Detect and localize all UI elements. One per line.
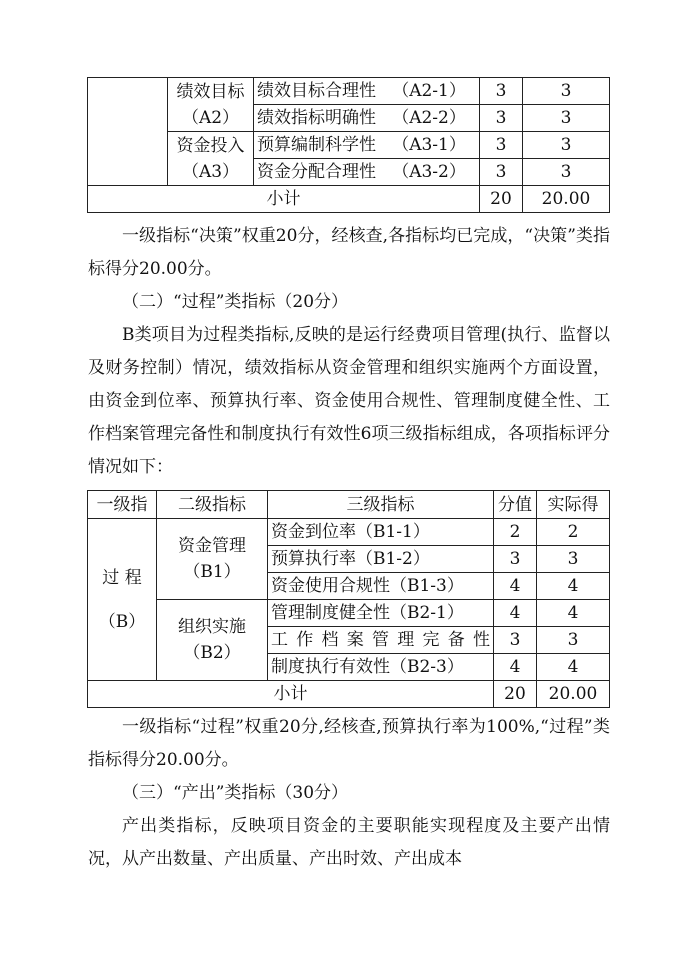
actual-score-cell: 3: [523, 132, 610, 159]
level2-name: 资金管理: [178, 536, 246, 556]
decision-summary-paragraph: 一级指标“决策”权重20分，经核查,各指标均已完成，“决策”类指标得分20.00分。: [88, 226, 610, 279]
score-cell: 2: [494, 519, 537, 546]
score-table-decision: [87, 77, 610, 213]
subtotal-actual-score: 20.00: [537, 681, 610, 708]
score-table-process: [87, 490, 610, 708]
actual-score-cell: 4: [537, 600, 610, 627]
level2-code: （A3）: [181, 161, 240, 182]
level2-code: （A2）: [181, 107, 240, 128]
level2-name: 资金投入: [176, 135, 245, 156]
level1-code: （B）: [98, 611, 146, 632]
level2-code: （B1）: [183, 562, 241, 582]
level2-name: 绩效目标: [176, 81, 245, 102]
output-intro-paragraph: 产出类指标，反映项目资金的主要职能实现程度及主要产出情况，从产出数量、产出质量、产出时效、产出成本: [88, 816, 610, 869]
level1-cell: [88, 519, 157, 681]
process-intro-paragraph: B类项目为过程类指标,反映的是运行经费项目管理(执行、监督以及财务控制）情况，绩效指标从资金管理和组织实施两个方面设置，由资金到位率、预算执行率、资金使用合规性、管理制度健全性、工作档案管理完备性和制度执行有效性6项三级指标组成，各项指标评分情况如下：: [88, 325, 610, 477]
score-cell: 4: [494, 573, 537, 600]
score-cell: 4: [494, 654, 537, 681]
section-heading-process: （二）“过程”类指标（20分）: [122, 292, 349, 312]
actual-score-cell: 3: [523, 78, 610, 105]
level3-cell: 预算执行率（B1-2）: [268, 546, 494, 573]
level1-cell: [88, 78, 168, 186]
level3-cell: 制度执行有效性（B2-3）: [268, 654, 494, 681]
level3-cell: 资金分配合理性 （A3-2）: [254, 159, 480, 186]
score-cell: 3: [494, 627, 537, 654]
actual-score-cell: 3: [537, 627, 610, 654]
actual-score-cell: 4: [537, 573, 610, 600]
level1-name: 过 程: [102, 567, 142, 588]
actual-score-cell: 4: [537, 654, 610, 681]
level2-code: （B2）: [183, 643, 241, 663]
level3-cell: 资金使用合规性（B1-3）: [268, 573, 494, 600]
level2-cell: [157, 519, 268, 600]
level3-cell: 管理制度健全性（B2-1）: [268, 600, 494, 627]
score-cell: 3: [480, 132, 523, 159]
level3-cell: 绩效目标合理性 （A2-1）: [254, 78, 480, 105]
score-cell: 3: [480, 105, 523, 132]
level3-cell: 工作档案管理完备性: [268, 627, 494, 654]
header-level2: 二级指标: [157, 491, 268, 519]
actual-score-cell: 3: [537, 546, 610, 573]
subtotal-label: 小计: [88, 681, 494, 708]
subtotal-score: 20: [494, 681, 537, 708]
section-heading-output: （三）“产出”类指标（30分）: [122, 783, 349, 803]
score-cell: 3: [480, 159, 523, 186]
score-cell: 3: [494, 546, 537, 573]
score-cell: 4: [494, 600, 537, 627]
score-cell: 3: [480, 78, 523, 105]
subtotal-label: 小计: [88, 186, 480, 213]
subtotal-score: 20: [480, 186, 523, 213]
actual-score-cell: 2: [537, 519, 610, 546]
subtotal-actual-score: 20.00: [523, 186, 610, 213]
level3-cell: 资金到位率（B1-1）: [268, 519, 494, 546]
process-summary-paragraph: 一级指标“过程”权重20分,经核查,预算执行率为100%,“过程”类指标得分20.00分。: [88, 717, 610, 770]
actual-score-cell: 3: [523, 159, 610, 186]
level2-cell: [168, 132, 254, 186]
level2-cell: [168, 78, 254, 132]
header-score: 分值: [494, 491, 537, 519]
header-level3: 三级指标: [268, 491, 494, 519]
level3-cell: 预算编制科学性 （A3-1）: [254, 132, 480, 159]
header-actual-score: 实际得: [537, 491, 610, 519]
header-level1: 一级指: [88, 491, 157, 519]
level2-cell: [157, 600, 268, 681]
actual-score-cell: 3: [523, 105, 610, 132]
level3-cell: 绩效指标明确性 （A2-2）: [254, 105, 480, 132]
level2-name: 组织实施: [178, 617, 246, 637]
